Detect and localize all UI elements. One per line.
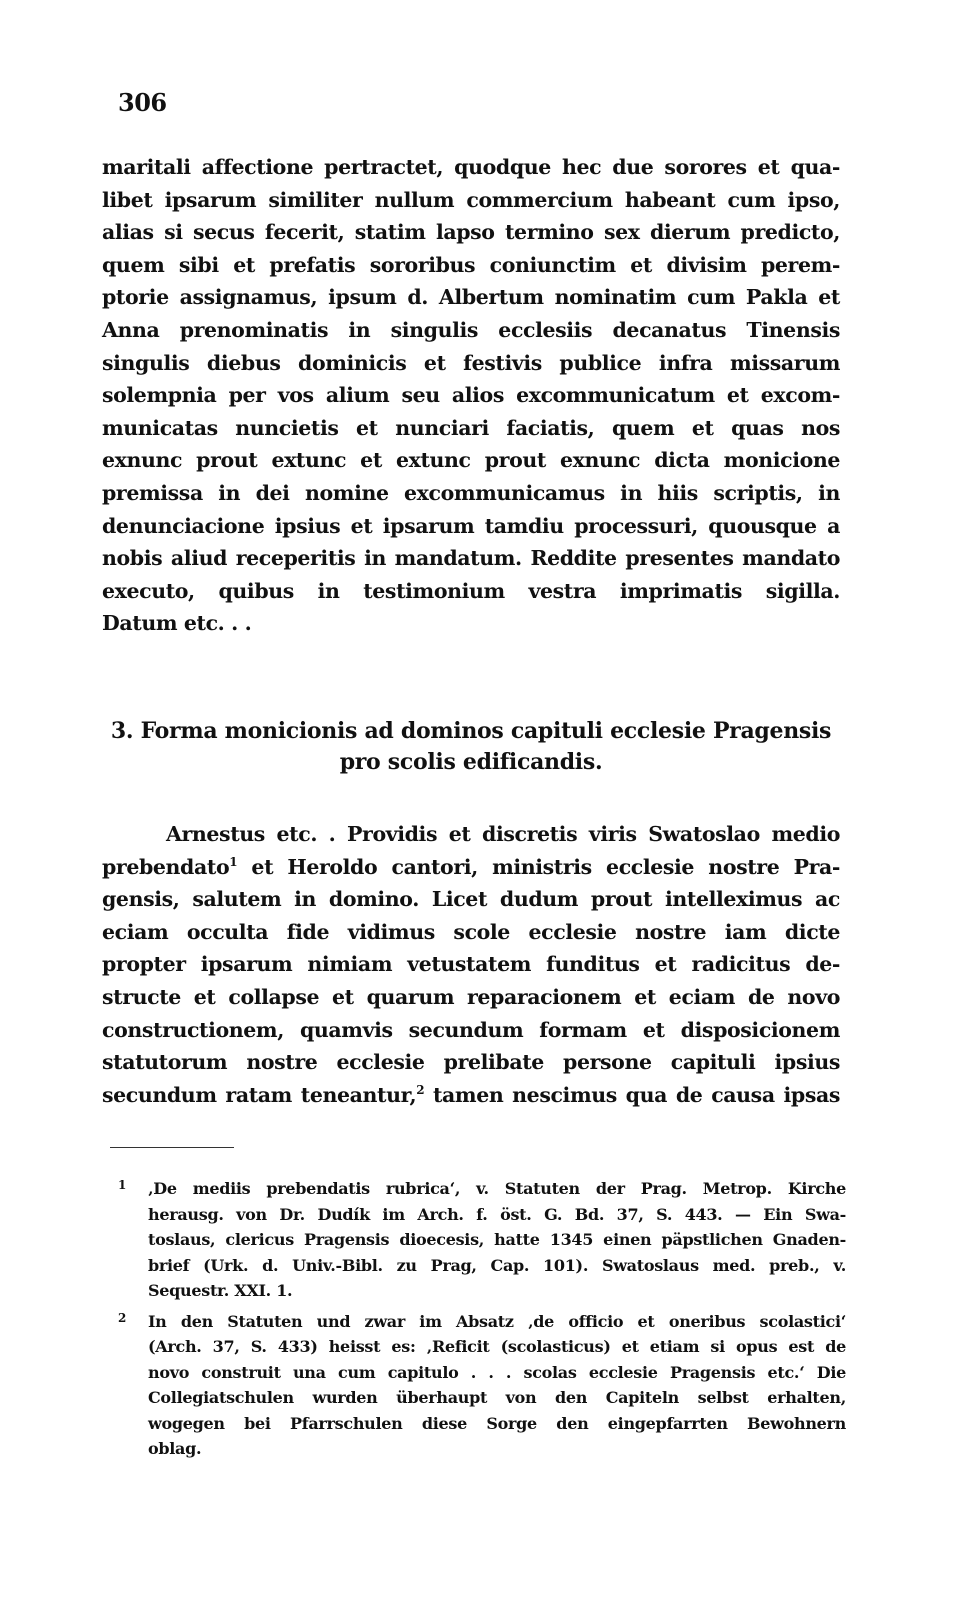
text-line: exnunc prout extunc et extunc prout exnunc dicta monicione: [102, 448, 840, 473]
text-line: premissa in dei nomine excommunicamus in hiis scriptis, in: [102, 480, 840, 505]
footnote-line: Collegiatschulen wurden überhaupt von den Capiteln selbst erhalten,: [148, 1388, 846, 1407]
text-line: structe et collapse et quarum reparacionem et eciam de novo: [102, 984, 840, 1009]
text-fragment: secundum ratam teneantur,: [102, 1082, 417, 1107]
heading-line: 3. Forma monicionis ad dominos capituli ecclesie Pragensis: [110, 718, 832, 744]
text-line: denunciacione ipsius et ipsarum tamdiu processuri, quousque a: [102, 513, 840, 538]
text-line: solempnia per vos alium seu alios excommunicatum et excom-: [102, 383, 840, 408]
footnote-mark: 1: [118, 1178, 127, 1192]
text-line: ptorie assignamus, ipsum d. Albertum nominatim cum Pakla et: [102, 285, 840, 310]
text-line: alias si secus fecerit, statim lapso termino sex dierum predicto,: [102, 220, 840, 245]
text-line: Datum etc. . .: [102, 611, 252, 636]
footnote-line: oblag.: [148, 1439, 202, 1458]
text-line: Anna prenominatis in singulis ecclesiis decanatus Tinensis: [102, 317, 840, 342]
footnote-ref-1[interactable]: 1: [229, 854, 238, 869]
text-line: singulis diebus dominicis et festivis publice infra missarum: [102, 350, 840, 375]
footnote-2: [118, 1309, 846, 1462]
footnote-line: novo construit una cum capitulo . . . scolas ecclesie Pragensis etc.‘ Die: [148, 1362, 846, 1382]
text-line: statutorum nostre ecclesie prelibate persone capituli ipsius: [102, 1050, 840, 1075]
paragraph-continued: [102, 151, 840, 640]
footnote-divider: [110, 1147, 234, 1148]
section-heading: [102, 716, 840, 778]
text-line: executo, quibus in testimonium vestra imprimatis sigilla.: [102, 578, 840, 603]
text-line: propter ipsarum nimiam vetustatem funditus et radicitus de-: [102, 952, 840, 977]
footnote-line: Sequestr. XXI. 1.: [148, 1281, 293, 1300]
footnote-1: [118, 1176, 846, 1304]
footnote-line: (Arch. 37, S. 433) heisst es: ‚Reficit (scolasticus) et etiam si opus est de: [148, 1337, 846, 1356]
text-line: constructionem, quamvis secundum formam et disposicionem: [102, 1017, 840, 1042]
footnote-line: In den Statuten und zwar im Absatz ‚de officio et oneribus scolastici‘: [148, 1311, 846, 1331]
footnote-ref-2[interactable]: 2: [416, 1082, 425, 1097]
text-fragment: prebendato: [102, 854, 230, 879]
text-line: Arnestus etc. . Providis et discretis viris Swatoslao medio: [166, 822, 840, 846]
footnote-line: ‚De mediis prebendatis rubrica‘, v. Statuten der Prag. Metrop. Kirche: [148, 1179, 846, 1198]
page-number: 306: [118, 88, 167, 117]
text-line: [102, 1079, 840, 1112]
footnote-line: herausg. von Dr. Dudík im Arch. f. öst. G. Bd. 37, S. 443. — Ein Swa-: [148, 1204, 846, 1224]
text-line: gensis, salutem in domino. Licet dudum prout intelleximus ac: [102, 887, 840, 912]
text-line: libet ipsarum similiter nullum commercium habeant cum ipso,: [102, 187, 840, 212]
footnote-line: wogegen bei Pfarrschulen diese Sorge den eingepfarrten Bewohnern: [148, 1413, 846, 1433]
footnote-line: toslaus, clericus Pragensis dioecesis, hatte 1345 einen päpstlichen Gnaden-: [148, 1230, 846, 1249]
text-line: municatas nuncietis et nunciari faciatis, quem et quas nos: [102, 415, 840, 440]
text-line: [102, 851, 840, 884]
text-line: eciam occulta fide vidimus scole ecclesie nostre iam dicte: [102, 919, 840, 944]
footnote-mark: 2: [118, 1310, 127, 1325]
text-line: nobis aliud receperitis in mandatum. Reddite presentes mandato: [102, 546, 840, 571]
text-fragment: tamen nescimus qua de causa ipsas: [424, 1082, 840, 1107]
paragraph-forma: [102, 818, 840, 1111]
text-line: quem sibi et prefatis sororibus coniunctim et divisim perem-: [102, 252, 840, 277]
footnotes: [118, 1176, 846, 1467]
footnote-line: brief (Urk. d. Univ.-Bibl. zu Prag, Cap. 101). Swatoslaus med. preb., v.: [148, 1255, 846, 1275]
text-fragment: et Heroldo cantori, ministris ecclesie nostre Pra-: [237, 854, 840, 879]
text-line: maritali affectione pertractet, quodque hec due sorores et qua-: [102, 155, 840, 179]
heading-line: pro scolis edificandis.: [339, 749, 603, 775]
